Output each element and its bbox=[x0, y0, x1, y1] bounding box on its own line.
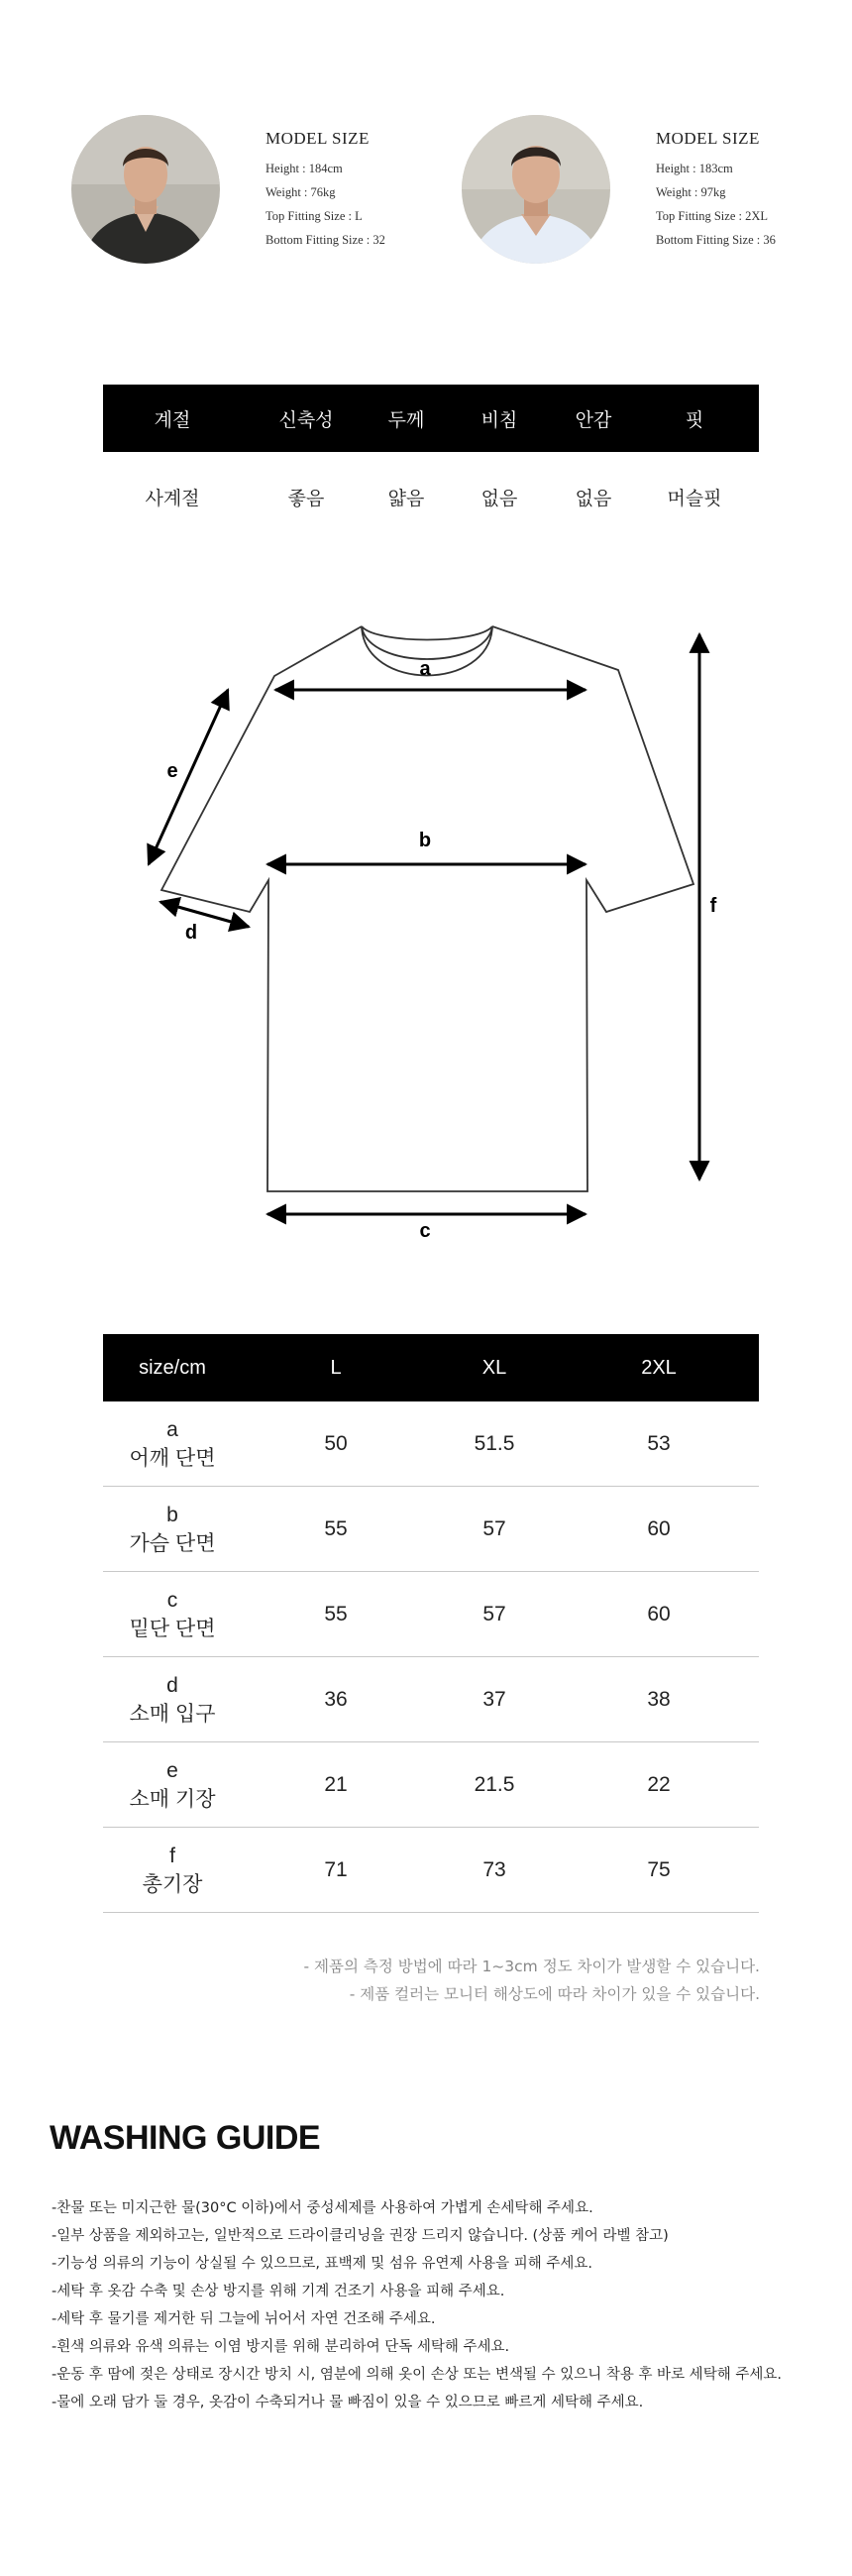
row-label bbox=[103, 1842, 242, 1899]
measure-label-b: b bbox=[418, 830, 432, 851]
measure-label-a: a bbox=[419, 658, 431, 680]
model-card-2 bbox=[462, 115, 852, 264]
cell-xl: 57 bbox=[482, 1516, 506, 1540]
cell-xl: 21.5 bbox=[474, 1772, 515, 1796]
row-label bbox=[103, 1415, 242, 1473]
model-weight: Weight : 76kg bbox=[266, 185, 336, 199]
size-header-row bbox=[103, 1334, 759, 1401]
row-code: d bbox=[166, 1673, 178, 1697]
list-item: -기능성 의류의 기능이 상실될 수 있으므로, 표백제 및 섬유 유연제 사용을 피해 주세요. bbox=[52, 2256, 592, 2272]
note-color: - 제품 컬러는 모니터 해상도에 따라 차이가 있을 수 있습니다. bbox=[349, 1985, 760, 2003]
model-card-1 bbox=[71, 115, 468, 264]
table-row bbox=[103, 1487, 759, 1572]
measure-label-c: c bbox=[419, 1220, 431, 1239]
tshirt-outline bbox=[161, 626, 693, 1191]
fabric-info-table bbox=[103, 385, 759, 541]
model-bottom-size: Bottom Fitting Size : 36 bbox=[656, 233, 776, 247]
list-item: -세탁 후 옷감 수축 및 손상 방지를 위해 기계 건조기 사용을 피해 주세요. bbox=[52, 2284, 505, 2299]
measure-label-d: d bbox=[184, 922, 198, 944]
cell-l: 55 bbox=[324, 1602, 348, 1625]
model-height: Height : 184cm bbox=[266, 162, 343, 175]
size-header-2xl: 2XL bbox=[641, 1356, 677, 1379]
fabric-header-lining: 안감 bbox=[575, 408, 612, 431]
fabric-value-row bbox=[103, 452, 759, 541]
row-code: e bbox=[166, 1758, 178, 1782]
cell-xl: 57 bbox=[482, 1602, 506, 1625]
measure-line-d bbox=[160, 902, 249, 927]
row-name: 밑단 단면 bbox=[129, 1617, 216, 1640]
size-header-xl: XL bbox=[481, 1356, 507, 1379]
washing-guide-title: WASHING GUIDE bbox=[50, 2119, 321, 2157]
fabric-value-lining: 없음 bbox=[575, 487, 612, 509]
note-measurement: - 제품의 측정 방법에 따라 1~3cm 정도 차이가 발생할 수 있습니다. bbox=[303, 1958, 760, 1975]
washing-guide-list bbox=[52, 2194, 782, 2416]
fabric-value-stretch: 좋음 bbox=[287, 487, 325, 509]
fabric-header-season: 계절 bbox=[154, 408, 191, 431]
model-info-2 bbox=[656, 129, 776, 252]
row-label bbox=[103, 1671, 242, 1729]
measurement-diagram bbox=[139, 615, 733, 1239]
cell-2xl: 22 bbox=[647, 1772, 671, 1796]
size-chart-table bbox=[103, 1334, 759, 1913]
list-item: -흰색 의류와 유색 의류는 이염 방지를 위해 분리하여 단독 세탁해 주세요. bbox=[52, 2339, 510, 2355]
row-name: 가슴 단면 bbox=[129, 1531, 216, 1555]
model-weight: Weight : 97kg bbox=[656, 185, 726, 199]
list-item: -운동 후 땀에 젖은 상태로 장시간 방치 시, 염분에 의해 옷이 손상 또는 변색될 수 있으니 착용 후 바로 세탁해 주세요. bbox=[52, 2367, 782, 2383]
cell-l: 21 bbox=[324, 1772, 348, 1796]
measure-label-e: e bbox=[166, 760, 178, 782]
row-name: 소매 기장 bbox=[129, 1787, 216, 1811]
table-row bbox=[103, 1657, 759, 1742]
row-label bbox=[103, 1756, 242, 1814]
cell-xl: 73 bbox=[482, 1857, 506, 1881]
cell-2xl: 75 bbox=[647, 1857, 671, 1881]
model-top-size: Top Fitting Size : L bbox=[266, 209, 363, 223]
table-row bbox=[103, 1401, 759, 1487]
cell-l: 50 bbox=[324, 1431, 348, 1455]
model-photo-2 bbox=[462, 115, 610, 264]
row-name: 총기장 bbox=[142, 1872, 203, 1896]
fabric-value-season: 사계절 bbox=[145, 487, 200, 509]
cell-xl: 37 bbox=[482, 1687, 506, 1711]
cell-2xl: 53 bbox=[647, 1431, 671, 1455]
model-info-1 bbox=[266, 129, 385, 252]
row-label bbox=[103, 1501, 242, 1558]
fabric-header-row bbox=[103, 385, 759, 452]
model-top-size: Top Fitting Size : 2XL bbox=[656, 209, 769, 223]
row-label bbox=[103, 1586, 242, 1643]
fabric-header-sheer: 비침 bbox=[480, 408, 518, 431]
cell-l: 71 bbox=[324, 1857, 348, 1881]
cell-xl: 51.5 bbox=[474, 1431, 515, 1455]
cell-2xl: 60 bbox=[647, 1602, 671, 1625]
list-item: -물에 오래 담가 둘 경우, 옷감이 수축되거나 물 빠짐이 있을 수 있으므로 빠르게 세탁해 주세요. bbox=[52, 2395, 644, 2410]
measure-label-f: f bbox=[709, 895, 717, 917]
row-code: f bbox=[169, 1844, 175, 1867]
row-name: 소매 입구 bbox=[129, 1702, 216, 1726]
model-size-title: MODEL SIZE bbox=[656, 129, 760, 148]
row-code: c bbox=[166, 1588, 178, 1612]
model-bottom-size: Bottom Fitting Size : 32 bbox=[266, 233, 385, 247]
fabric-value-thickness: 얇음 bbox=[387, 487, 425, 509]
list-item: -찬물 또는 미지근한 물(30°C 이하)에서 중성세제를 사용하여 가볍게 손세탁해 주세요. bbox=[52, 2200, 593, 2216]
table-row bbox=[103, 1828, 759, 1913]
fabric-header-stretch: 신축성 bbox=[278, 408, 334, 431]
fabric-header-fit: 핏 bbox=[685, 408, 704, 431]
table-row bbox=[103, 1742, 759, 1828]
cell-2xl: 60 bbox=[647, 1516, 671, 1540]
fabric-header-thickness: 두께 bbox=[387, 408, 425, 431]
cell-2xl: 38 bbox=[647, 1687, 671, 1711]
row-name: 어깨 단면 bbox=[129, 1446, 216, 1470]
size-header-unit: size/cm bbox=[139, 1356, 206, 1379]
row-code: a bbox=[166, 1417, 178, 1441]
model-height: Height : 183cm bbox=[656, 162, 733, 175]
list-item: -세탁 후 물기를 제거한 뒤 그늘에 뉘어서 자연 건조해 주세요. bbox=[52, 2311, 436, 2327]
row-code: b bbox=[166, 1503, 178, 1526]
model-photo-1 bbox=[71, 115, 220, 264]
size-header-l: L bbox=[330, 1356, 342, 1379]
fabric-value-fit: 머슬핏 bbox=[667, 487, 722, 509]
list-item: -일부 상품을 제외하고는, 일반적으로 드라이클리닝을 권장 드리지 않습니다. (상품 케어 라벨 참고) bbox=[52, 2228, 669, 2244]
cell-l: 36 bbox=[324, 1687, 348, 1711]
measurement-notes bbox=[303, 1953, 760, 2008]
fabric-value-sheer: 없음 bbox=[480, 487, 518, 509]
table-row bbox=[103, 1572, 759, 1657]
cell-l: 55 bbox=[324, 1516, 348, 1540]
model-size-title: MODEL SIZE bbox=[266, 129, 370, 148]
